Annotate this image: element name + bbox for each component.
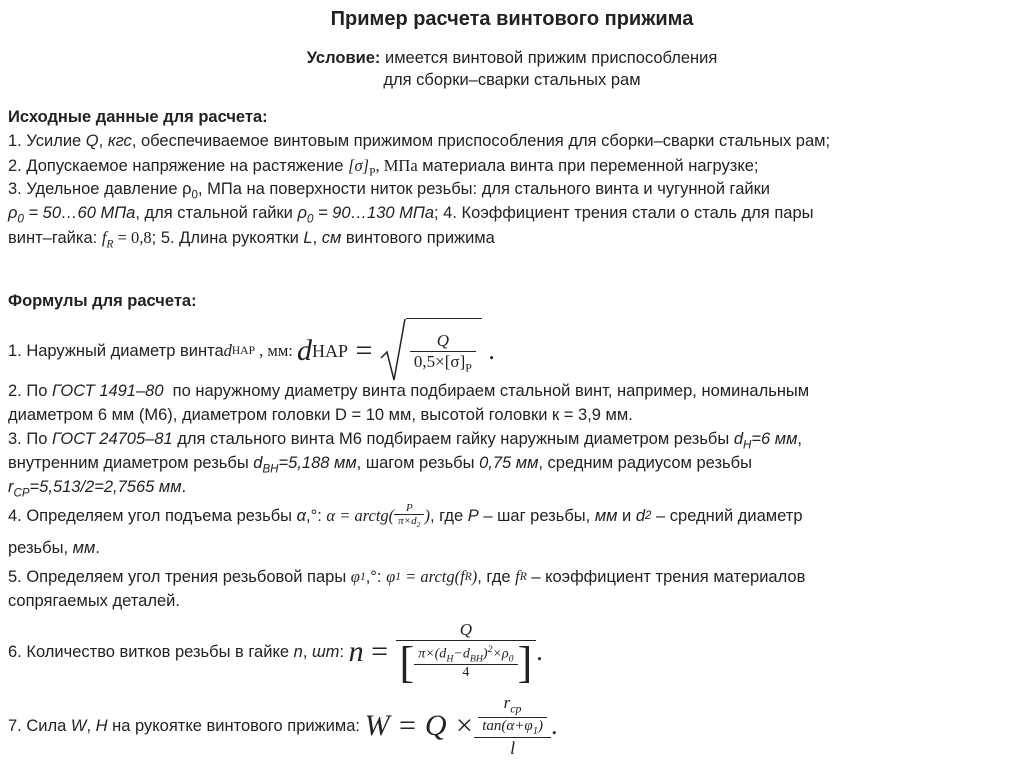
- f6-den: [396, 637, 537, 687]
- f4-text-f: – средний диаметр: [651, 506, 803, 525]
- f1-den: [410, 352, 476, 375]
- f4-alpha: α: [296, 506, 307, 525]
- input-line-3: [8, 180, 770, 201]
- f7-tan-sub: 1: [532, 725, 538, 737]
- f7-H: Н: [95, 716, 108, 735]
- f1-den-sub: P: [465, 360, 472, 375]
- f5-eq-arctg: = arctg(f: [401, 567, 465, 586]
- input-l4-range-1: = 50…60 МПа: [23, 204, 136, 222]
- f6-inner-pow: 2: [487, 643, 493, 655]
- input-l5-f: f: [101, 228, 107, 247]
- f3-dbh: d: [253, 454, 263, 472]
- input-l4-rho-sub-2: 0: [306, 213, 314, 226]
- f3-gost: ГОСТ 24705–81: [51, 430, 173, 448]
- f7-tan-close: ): [537, 717, 543, 734]
- f6-n: n: [293, 642, 303, 661]
- input-l5-text-c: ,: [312, 229, 322, 247]
- f7-lhs: W: [364, 709, 390, 742]
- condition-line-2: для сборки–сварки стальных рам: [383, 71, 641, 89]
- f6-text-c: :: [339, 642, 349, 661]
- f1-text: 1. Наружный диаметр винта: [8, 341, 224, 360]
- input-l4-rho: ρ: [8, 204, 18, 222]
- sqrt-sign: [380, 318, 406, 384]
- formula-2-line-1: [8, 382, 809, 401]
- input-l2-text-a: 2. Допускаемое напряжение на растяжение: [8, 157, 349, 175]
- f1-unit: , мм:: [255, 341, 297, 360]
- f6-end: .: [536, 637, 543, 666]
- f2-text-b: по наружному диаметру винта подбираем стальной винт, например, номинальным: [163, 382, 810, 400]
- input-l5-f-sub: R: [106, 238, 114, 251]
- condition-block: [0, 47, 1024, 91]
- f1-d: d: [223, 341, 232, 360]
- f3-text-c: ,: [797, 430, 802, 448]
- f3-r-sub: СР: [13, 487, 30, 500]
- f3-step: 0,75 мм: [479, 454, 539, 472]
- page-title: Пример расчета винтового прижима: [330, 8, 694, 30]
- input-l4-range-2: = 90…130 МПа: [313, 204, 435, 222]
- input-l1-unit: кгс: [107, 132, 132, 150]
- f4-text-h: .: [95, 539, 100, 557]
- f2-gost: ГОСТ 1491–80: [51, 382, 164, 400]
- f3-text-f: , средним радиусом резьбы: [538, 454, 752, 472]
- f6-inner-den: 4: [462, 665, 470, 681]
- f7-inner-fraction: [478, 693, 547, 736]
- f3-dbh-sub: ВН: [262, 463, 279, 476]
- f3-text-e: , шагом резьбы: [356, 454, 480, 472]
- f7-inner-num: [500, 693, 526, 716]
- formula-4-line-1: [8, 498, 803, 534]
- f1-lhs-sub: НАР: [311, 340, 348, 361]
- f3-r: r: [8, 478, 14, 496]
- f7-den: l: [510, 737, 516, 758]
- input-line-2: [8, 156, 759, 178]
- input-line-1: [8, 132, 830, 151]
- f1-sqrt-body: [406, 318, 482, 384]
- f1-lhs: d: [296, 334, 312, 367]
- f5-eq-phi: φ: [386, 567, 396, 586]
- input-line-5: [8, 228, 495, 250]
- f6-inner-3: ): [482, 646, 488, 662]
- formula-3-line-3: [8, 478, 186, 499]
- f5-phi-sub: 1: [359, 571, 366, 583]
- input-l1-q: Q: [85, 132, 99, 150]
- f3-dh: d: [733, 430, 744, 448]
- f3-dh-sub: H: [743, 439, 752, 452]
- formula-7: [8, 690, 557, 762]
- f4-text-c: , где: [429, 506, 468, 525]
- f7-text-a: 7. Сила: [8, 716, 71, 735]
- f4-text-b: ,°:: [306, 506, 327, 525]
- f4-fraction: [394, 502, 424, 529]
- f4-text-e: и: [617, 506, 636, 525]
- input-l5-value: = 0,8: [113, 228, 152, 247]
- formula-4-line-2: [8, 539, 100, 558]
- f6-bracket-close: ]: [517, 637, 533, 687]
- input-l1-text-a: 1. Усилие: [8, 132, 86, 150]
- f7-r: r: [503, 693, 511, 713]
- f6-lhs: n: [348, 635, 364, 668]
- f5-text-d: – коэффициент трения материалов: [526, 567, 806, 586]
- f6-fraction: [396, 620, 537, 685]
- f7-tan: tan(α+φ: [482, 717, 533, 734]
- f1-end: .: [481, 336, 495, 365]
- input-l4-rho-sub: 0: [17, 213, 24, 226]
- f4-den: [394, 515, 424, 529]
- f2-text-a: 2. По: [8, 382, 52, 400]
- f1-den-text: 0,5×[σ]: [413, 352, 466, 372]
- f6-unit: шт: [311, 642, 340, 661]
- f6-inner-4: ×ρ: [492, 646, 509, 662]
- f5-text-c: , где: [477, 567, 516, 586]
- f6-bracket-open: [: [399, 637, 415, 687]
- condition-text-1: имеется винтовой прижим приспособления: [385, 49, 718, 67]
- input-l5-unit: см: [321, 229, 342, 247]
- f7-W: W: [70, 716, 87, 735]
- f4-text-d: – шаг резьбы,: [478, 506, 595, 525]
- f4-text-a: 4. Определяем угол подъема резьбы: [8, 506, 297, 525]
- f4-d2-sub: 2: [645, 510, 652, 522]
- f6-inner-fraction: [414, 644, 517, 681]
- f4-eq-a: α = arctg(: [326, 506, 395, 525]
- f3-dh-val: =6 мм: [751, 430, 798, 448]
- f6-inner-2: −d: [453, 646, 470, 662]
- f6-inner-1: π×(d: [418, 646, 447, 662]
- input-l4-text-c: , для стальной гайки: [135, 204, 298, 222]
- formula-1: [8, 316, 495, 386]
- input-l1-text-c: , обеспечиваемое винтовым прижимом приспособления для сборки–сварки стальных рам;: [131, 132, 831, 150]
- formulas-block: [8, 292, 1018, 762]
- formula-3-line-2: [8, 454, 752, 475]
- f6-text-a: 6. Количество витков резьбы в гайке: [8, 642, 294, 661]
- condition-line-1: [0, 47, 1024, 69]
- f4-P: P: [467, 506, 479, 525]
- f6-inner-sub-2: BH: [469, 653, 483, 665]
- input-data-block: [8, 108, 1018, 258]
- input-l2-unit: , МПа: [375, 156, 418, 175]
- f5-f: f: [515, 567, 520, 586]
- f5-eq-fr-sub: R: [464, 571, 472, 583]
- input-l3-text-a: 3. Удельное давление ρ: [8, 180, 192, 198]
- f7-inner-den: [478, 718, 547, 737]
- f4-eq-b: ): [424, 506, 430, 525]
- input-l5-L: L: [303, 229, 313, 247]
- input-l3-sub: 0: [191, 189, 198, 202]
- f4-den-sub: 2: [416, 520, 421, 530]
- input-l2-sigma: [σ]: [348, 156, 370, 175]
- f5-eq-close: ): [471, 567, 478, 586]
- f5-phi: φ: [350, 567, 360, 586]
- f7-fraction: [474, 693, 551, 758]
- f7-text-c: на рукоятке винтового прижима:: [107, 716, 365, 735]
- f7-end: .: [550, 711, 558, 740]
- f6-inner-sub-1: H: [446, 653, 454, 665]
- f5-text-a: 5. Определяем угол трения резьбовой пары: [8, 567, 351, 586]
- f6-inner-sub-3: 0: [508, 653, 514, 665]
- f3-dbh-val: =5,188 мм: [278, 454, 357, 472]
- formula-5-line-2: сопрягаемых деталей.: [8, 592, 180, 610]
- f6-text-b: ,: [302, 642, 312, 661]
- formula-5-line-1: [8, 562, 805, 592]
- f4-num: P: [405, 502, 413, 515]
- f7-r-sub: cp: [510, 701, 522, 716]
- input-l1-text-b: ,: [98, 132, 108, 150]
- f3-text-g: .: [181, 478, 187, 496]
- input-l2-text-b: материала винта при переменной нагрузке;: [417, 157, 759, 175]
- input-l5-text-d: винтового прижима: [341, 229, 495, 247]
- input-line-4: [8, 204, 813, 225]
- f5-f-sub: R: [519, 571, 527, 583]
- input-l2-sigma-sub: P: [369, 166, 376, 179]
- input-l3-text-b: , МПа на поверхности ниток резьбы: для стального винта и чугунной гайки: [197, 180, 771, 198]
- f4-mm: мм: [594, 506, 618, 525]
- f3-text-b: для стального винта М6 подбираем гайку наружным диаметром резьбы: [172, 430, 734, 448]
- f1-fraction: [410, 331, 476, 375]
- input-l4-rho-2: ρ: [297, 204, 307, 222]
- f5-text-b: ,°:: [365, 567, 387, 586]
- f6-num: Q: [459, 619, 473, 639]
- condition-label: Условие:: [306, 49, 381, 67]
- f4-mm-2: мм: [72, 539, 96, 557]
- f1-num: Q: [436, 331, 450, 351]
- f6-equals: =: [363, 635, 396, 668]
- f1-d-sub: НАР: [231, 345, 255, 357]
- f3-text-a: 3. По: [8, 430, 52, 448]
- input-l5-text-a: винт–гайка:: [8, 229, 102, 247]
- formula-3-line-1: [8, 430, 802, 451]
- formula-2-line-2: диаметром 6 мм (М6), диаметром головки D = 10 мм, высотой головки к = 3,9 мм.: [8, 406, 633, 424]
- f4-d2: d: [635, 506, 646, 525]
- f7-num: [474, 693, 551, 736]
- f4-text-g: резьбы,: [8, 539, 73, 557]
- f3-text-d: внутренним диаметром резьбы: [8, 454, 254, 472]
- f7-eq: = Q ×: [389, 709, 475, 742]
- f4-den-text: π×d: [398, 515, 417, 528]
- f3-r-val: =5,513/2=2,7565 мм: [29, 478, 182, 496]
- f7-text-b: ,: [86, 716, 96, 735]
- formula-6: [8, 614, 543, 690]
- f1-sqrt: [380, 318, 482, 384]
- f5-eq-phi-sub: 1: [395, 571, 401, 583]
- input-l4-text-f: ; 4. Коэффициент трения стали о сталь для пары: [434, 204, 814, 222]
- f1-equals: =: [347, 334, 380, 367]
- input-heading: Исходные данные для расчета:: [8, 108, 268, 126]
- input-l5-text-b: ; 5. Длина рукоятки: [151, 229, 304, 247]
- formulas-heading: Формулы для расчета:: [8, 292, 197, 310]
- f6-inner-num: [414, 644, 517, 664]
